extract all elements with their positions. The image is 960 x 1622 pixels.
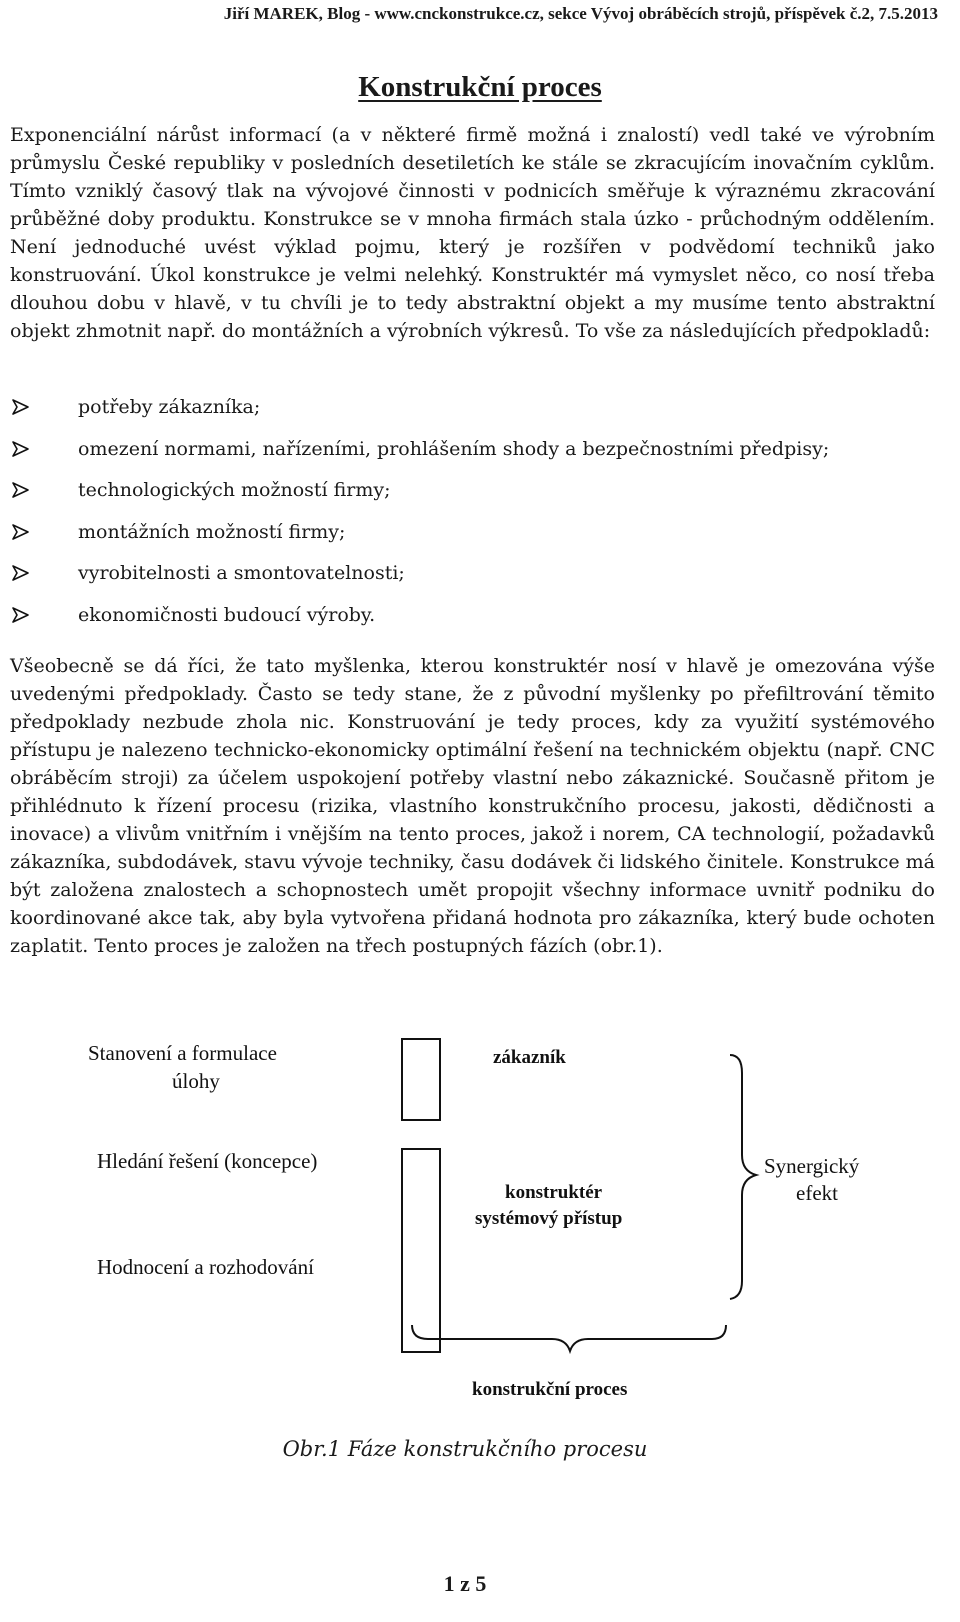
right-brace bbox=[730, 1055, 756, 1299]
list-item-text: technologických možností firmy; bbox=[78, 479, 391, 502]
phase1-label-line2: úlohy bbox=[172, 1069, 220, 1093]
designer-label-line2: systémový přístup bbox=[475, 1208, 623, 1229]
arrow-bullet-icon bbox=[10, 518, 32, 546]
customer-label: zákazník bbox=[493, 1047, 566, 1068]
synergy-label-line1: Synergický bbox=[764, 1154, 860, 1178]
synergy-label-line2: efekt bbox=[796, 1181, 838, 1205]
intro-paragraph: Exponenciální nárůst informací (a v některé firmě možná i znalostí) vedl také ve výrobním průmyslu České republiky v posledních desetiletích ke stále se zkracujícím inovačním cyklům. Tímto vzniklý časový tlak na vývojové činnosti v podnicích směřuje k výraznému zkracování průběžné doby produktu. Konstrukce se v mnoha firmách stala úzko - průchodným oddělením. Není jednoduché uvést výklad pojmu, který je rozšířen v podvědomí techniků jako konstruování. Úkol konstrukce je velmi nelehký. Konstruktér má vymyslet něco, co nosí třeba dlouhou dobu v hlavě, v tu chvíli je to tedy abstraktní objekt a my musíme tento abstraktní objekt zhmotnit např. do montážních a výrobních výkresů. To vše za následujících předpokladů: bbox=[10, 124, 935, 342]
designer-label-line1: konstruktér bbox=[505, 1182, 603, 1203]
bottom-brace bbox=[412, 1325, 726, 1351]
arrow-bullet-icon bbox=[10, 393, 32, 421]
list-item bbox=[10, 518, 940, 560]
arrow-bullet-icon bbox=[10, 601, 32, 629]
process-paragraph: Všeobecně se dá říci, že tato myšlenka, kterou konstruktér nosí v hlavě je omezována výše uvedenými předpoklady. Často se tedy stane, že z původní myšlenky po přefiltrování těmito předpoklady nezbude zhola nic. Konstruování je tedy proces, kdy za využití systémového přístupu je nalezeno technicko-ekonomicky optimální řešení na technickém objektu (např. CNC obráběcím stroji) za účelem uspokojení potřeby vlastní nebo zákaznické. Současně přitom je přihlédnuto k řízení procesu (rizika, vlastního konstrukčního procesu, jakosti, dědičnosti a inovace) a vlivům vnitřním i vnějším na tento proces, jakož i norem, CA technologií, požadavků zákazníka, subdodávek, stavu vývoje techniky, času dodávek či lidského činitele. Konstrukce má být založena znalostech a schopnostech umět propojit všechny informace uvnitř podniku do koordinované akce tak, aby byla vytvořena přidaná hodnota pro zákazníka, který bude ochoten zaplatit. Tento proces je založen na třech postupných fázích (obr.1). bbox=[10, 655, 935, 957]
page-number: 1 z 5 bbox=[443, 1571, 487, 1596]
assumptions-list bbox=[10, 393, 940, 643]
arrow-bullet-icon bbox=[10, 559, 32, 587]
list-item bbox=[10, 476, 940, 518]
arrow-bullet-icon bbox=[10, 435, 32, 463]
process-label: konstrukční proces bbox=[472, 1379, 628, 1400]
list-item-text: vyrobitelnosti a smontovatelnosti; bbox=[78, 562, 405, 585]
phase3-label: Hodnocení a rozhodování bbox=[97, 1255, 314, 1279]
designer-box bbox=[402, 1149, 440, 1352]
list-item-text: ekonomičnosti budoucí výroby. bbox=[78, 603, 376, 626]
page-header: Jiří MAREK, Blog - www.cnckonstrukce.cz, sekce Vývoj obráběcích strojů, příspěvek č.2, 7.5.2013 bbox=[223, 4, 938, 23]
list-item bbox=[10, 435, 940, 477]
figure-caption: Obr.1 Fáze konstrukčního procesu bbox=[282, 1437, 648, 1461]
list-item-text: potřeby zákazníka; bbox=[78, 396, 261, 418]
customer-box bbox=[402, 1039, 440, 1120]
page-title: Konstrukční proces bbox=[358, 71, 602, 103]
arrow-bullet-icon bbox=[10, 476, 32, 504]
list-item bbox=[10, 393, 940, 435]
process-diagram bbox=[0, 1025, 960, 1425]
list-item-text: montážních možností firmy; bbox=[78, 520, 346, 543]
list-item bbox=[10, 601, 940, 643]
list-item bbox=[10, 559, 940, 601]
list-item-text: omezení normami, nařízeními, prohlášením shody a bezpečnostními předpisy; bbox=[78, 437, 830, 460]
phase2-label: Hledání řešení (koncepce) bbox=[97, 1149, 318, 1173]
phase1-label-line1: Stanovení a formulace bbox=[88, 1041, 277, 1065]
